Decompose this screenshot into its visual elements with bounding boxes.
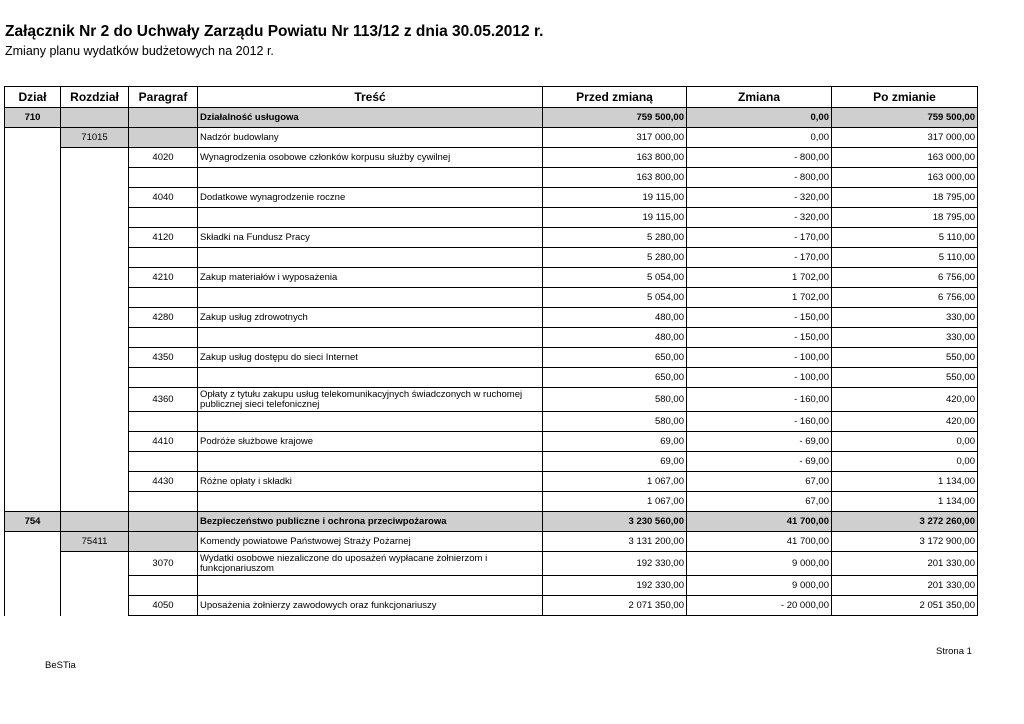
document-subtitle: Zmiany planu wydatków budżetowych na 2012 r. bbox=[5, 44, 274, 58]
cell-rozdzial bbox=[61, 368, 129, 388]
cell-dzial bbox=[5, 368, 61, 388]
cell-po-zmianie: 163 000,00 bbox=[832, 148, 978, 168]
cell-rozdzial: 75411 bbox=[61, 532, 129, 552]
cell-dzial bbox=[5, 552, 61, 576]
cell-rozdzial bbox=[61, 576, 129, 596]
cell-po-zmianie: 201 330,00 bbox=[832, 552, 978, 576]
cell-paragraf bbox=[129, 412, 198, 432]
cell-paragraf bbox=[129, 168, 198, 188]
cell-po-zmianie: 6 756,00 bbox=[832, 288, 978, 308]
cell-dzial bbox=[5, 128, 61, 148]
cell-tresc: Różne opłaty i składki bbox=[198, 472, 543, 492]
cell-dzial bbox=[5, 288, 61, 308]
cell-przed-zmiana: 5 280,00 bbox=[543, 228, 687, 248]
cell-dzial bbox=[5, 492, 61, 512]
cell-paragraf bbox=[129, 108, 198, 128]
cell-paragraf bbox=[129, 532, 198, 552]
cell-przed-zmiana: 580,00 bbox=[543, 412, 687, 432]
cell-przed-zmiana: 317 000,00 bbox=[543, 128, 687, 148]
cell-paragraf: 3070 bbox=[129, 552, 198, 576]
cell-tresc bbox=[198, 492, 543, 512]
cell-dzial bbox=[5, 472, 61, 492]
cell-przed-zmiana: 19 115,00 bbox=[543, 188, 687, 208]
cell-dzial bbox=[5, 452, 61, 472]
cell-tresc: Zakup usług zdrowotnych bbox=[198, 308, 543, 328]
cell-rozdzial bbox=[61, 388, 129, 412]
cell-dzial bbox=[5, 308, 61, 328]
cell-dzial bbox=[5, 148, 61, 168]
cell-paragraf bbox=[129, 512, 198, 532]
cell-paragraf bbox=[129, 288, 198, 308]
cell-rozdzial bbox=[61, 552, 129, 576]
cell-dzial bbox=[5, 168, 61, 188]
cell-dzial bbox=[5, 412, 61, 432]
cell-przed-zmiana: 650,00 bbox=[543, 368, 687, 388]
cell-paragraf: 4120 bbox=[129, 228, 198, 248]
cell-dzial bbox=[5, 208, 61, 228]
cell-tresc bbox=[198, 288, 543, 308]
cell-dzial bbox=[5, 532, 61, 552]
table-row bbox=[5, 208, 978, 228]
cell-zmiana: - 160,00 bbox=[687, 412, 832, 432]
cell-rozdzial bbox=[61, 188, 129, 208]
cell-tresc: Zakup materiałów i wyposażenia bbox=[198, 268, 543, 288]
cell-tresc: Dodatkowe wynagrodzenie roczne bbox=[198, 188, 543, 208]
cell-przed-zmiana: 480,00 bbox=[543, 328, 687, 348]
cell-po-zmianie: 330,00 bbox=[832, 308, 978, 328]
cell-paragraf bbox=[129, 576, 198, 596]
cell-tresc: Zakup usług dostępu do sieci Internet bbox=[198, 348, 543, 368]
cell-po-zmianie: 2 051 350,00 bbox=[832, 596, 978, 616]
cell-po-zmianie: 163 000,00 bbox=[832, 168, 978, 188]
cell-po-zmianie: 18 795,00 bbox=[832, 188, 978, 208]
cell-paragraf: 4360 bbox=[129, 388, 198, 412]
cell-po-zmianie: 550,00 bbox=[832, 368, 978, 388]
cell-po-zmianie: 3 272 260,00 bbox=[832, 512, 978, 532]
cell-zmiana: - 170,00 bbox=[687, 228, 832, 248]
table-row bbox=[5, 512, 978, 532]
cell-przed-zmiana: 580,00 bbox=[543, 388, 687, 412]
cell-zmiana: - 69,00 bbox=[687, 432, 832, 452]
table-row bbox=[5, 288, 978, 308]
cell-zmiana: - 160,00 bbox=[687, 388, 832, 412]
cell-rozdzial bbox=[61, 452, 129, 472]
cell-dzial bbox=[5, 432, 61, 452]
footer-page-number: Strona 1 bbox=[936, 646, 972, 657]
table-row bbox=[5, 108, 978, 128]
cell-po-zmianie: 550,00 bbox=[832, 348, 978, 368]
cell-po-zmianie: 5 110,00 bbox=[832, 228, 978, 248]
cell-zmiana: 9 000,00 bbox=[687, 552, 832, 576]
cell-zmiana: - 20 000,00 bbox=[687, 596, 832, 616]
cell-po-zmianie: 3 172 900,00 bbox=[832, 532, 978, 552]
cell-dzial bbox=[5, 348, 61, 368]
cell-paragraf: 4410 bbox=[129, 432, 198, 452]
cell-zmiana: 1 702,00 bbox=[687, 288, 832, 308]
cell-paragraf: 4040 bbox=[129, 188, 198, 208]
cell-rozdzial bbox=[61, 228, 129, 248]
cell-tresc bbox=[198, 452, 543, 472]
table-row bbox=[5, 432, 978, 452]
cell-dzial: 710 bbox=[5, 108, 61, 128]
cell-paragraf: 4280 bbox=[129, 308, 198, 328]
cell-zmiana: - 800,00 bbox=[687, 148, 832, 168]
cell-po-zmianie: 201 330,00 bbox=[832, 576, 978, 596]
cell-po-zmianie: 759 500,00 bbox=[832, 108, 978, 128]
cell-po-zmianie: 0,00 bbox=[832, 432, 978, 452]
cell-zmiana: 41 700,00 bbox=[687, 532, 832, 552]
cell-dzial bbox=[5, 268, 61, 288]
cell-przed-zmiana: 759 500,00 bbox=[543, 108, 687, 128]
cell-paragraf: 4050 bbox=[129, 596, 198, 616]
cell-tresc: Bezpieczeństwo publiczne i ochrona przeciwpożarowa bbox=[198, 512, 543, 532]
table-row bbox=[5, 128, 978, 148]
col-header-tresc: Treść bbox=[198, 87, 543, 108]
cell-po-zmianie: 18 795,00 bbox=[832, 208, 978, 228]
cell-dzial bbox=[5, 248, 61, 268]
cell-po-zmianie: 330,00 bbox=[832, 328, 978, 348]
cell-tresc: Wydatki osobowe niezaliczone do uposażeń wypłacane żołnierzom i funkcjonariuszom bbox=[198, 552, 543, 576]
cell-przed-zmiana: 163 800,00 bbox=[543, 168, 687, 188]
cell-tresc bbox=[198, 208, 543, 228]
cell-dzial bbox=[5, 388, 61, 412]
table-row bbox=[5, 348, 978, 368]
cell-paragraf: 4350 bbox=[129, 348, 198, 368]
document-title: Załącznik Nr 2 do Uchwały Zarządu Powiatu Nr 113/12 z dnia 30.05.2012 r. bbox=[5, 23, 544, 40]
cell-paragraf bbox=[129, 208, 198, 228]
cell-tresc: Wynagrodzenia osobowe członków korpusu służby cywilnej bbox=[198, 148, 543, 168]
table-row bbox=[5, 596, 978, 616]
cell-przed-zmiana: 69,00 bbox=[543, 452, 687, 472]
table-row bbox=[5, 492, 978, 512]
cell-przed-zmiana: 5 280,00 bbox=[543, 248, 687, 268]
cell-rozdzial bbox=[61, 308, 129, 328]
table-row bbox=[5, 368, 978, 388]
table-row bbox=[5, 268, 978, 288]
cell-przed-zmiana: 69,00 bbox=[543, 432, 687, 452]
cell-przed-zmiana: 1 067,00 bbox=[543, 492, 687, 512]
cell-zmiana: - 170,00 bbox=[687, 248, 832, 268]
cell-po-zmianie: 5 110,00 bbox=[832, 248, 978, 268]
cell-tresc bbox=[198, 368, 543, 388]
table-row bbox=[5, 248, 978, 268]
cell-paragraf: 4430 bbox=[129, 472, 198, 492]
table-row bbox=[5, 168, 978, 188]
table-row bbox=[5, 552, 978, 576]
table-header-row bbox=[5, 87, 978, 108]
cell-tresc: Podróże służbowe krajowe bbox=[198, 432, 543, 452]
cell-tresc bbox=[198, 328, 543, 348]
cell-przed-zmiana: 3 131 200,00 bbox=[543, 532, 687, 552]
cell-paragraf bbox=[129, 452, 198, 472]
cell-zmiana: - 150,00 bbox=[687, 308, 832, 328]
cell-paragraf: 4020 bbox=[129, 148, 198, 168]
table-row bbox=[5, 388, 978, 412]
cell-zmiana: 41 700,00 bbox=[687, 512, 832, 532]
cell-dzial bbox=[5, 596, 61, 616]
cell-przed-zmiana: 5 054,00 bbox=[543, 268, 687, 288]
cell-zmiana: 0,00 bbox=[687, 108, 832, 128]
cell-paragraf bbox=[129, 248, 198, 268]
cell-tresc: Składki na Fundusz Pracy bbox=[198, 228, 543, 248]
footer-software: BeSTia bbox=[45, 660, 76, 671]
cell-dzial bbox=[5, 576, 61, 596]
cell-po-zmianie: 420,00 bbox=[832, 412, 978, 432]
cell-zmiana: 9 000,00 bbox=[687, 576, 832, 596]
table-row bbox=[5, 188, 978, 208]
cell-po-zmianie: 6 756,00 bbox=[832, 268, 978, 288]
table-row bbox=[5, 148, 978, 168]
cell-rozdzial bbox=[61, 208, 129, 228]
table-row bbox=[5, 328, 978, 348]
table-row bbox=[5, 452, 978, 472]
cell-przed-zmiana: 3 230 560,00 bbox=[543, 512, 687, 532]
cell-rozdzial bbox=[61, 288, 129, 308]
cell-rozdzial: 71015 bbox=[61, 128, 129, 148]
cell-paragraf: 4210 bbox=[129, 268, 198, 288]
col-header-przed: Przed zmianą bbox=[543, 87, 687, 108]
cell-paragraf bbox=[129, 368, 198, 388]
cell-po-zmianie: 1 134,00 bbox=[832, 492, 978, 512]
cell-tresc bbox=[198, 248, 543, 268]
cell-rozdzial bbox=[61, 472, 129, 492]
cell-przed-zmiana: 480,00 bbox=[543, 308, 687, 328]
cell-tresc bbox=[198, 168, 543, 188]
cell-dzial bbox=[5, 328, 61, 348]
cell-tresc: Uposażenia żołnierzy zawodowych oraz funkcjonariuszy bbox=[198, 596, 543, 616]
cell-po-zmianie: 0,00 bbox=[832, 452, 978, 472]
cell-rozdzial bbox=[61, 168, 129, 188]
cell-rozdzial bbox=[61, 108, 129, 128]
cell-paragraf bbox=[129, 128, 198, 148]
cell-rozdzial bbox=[61, 432, 129, 452]
cell-paragraf bbox=[129, 492, 198, 512]
cell-przed-zmiana: 5 054,00 bbox=[543, 288, 687, 308]
col-header-dzial: Dział bbox=[5, 87, 61, 108]
cell-rozdzial bbox=[61, 348, 129, 368]
cell-dzial bbox=[5, 228, 61, 248]
table-row bbox=[5, 472, 978, 492]
col-header-rozdzial: Rozdział bbox=[61, 87, 129, 108]
cell-rozdzial bbox=[61, 268, 129, 288]
table-row bbox=[5, 532, 978, 552]
col-header-zmiana: Zmiana bbox=[687, 87, 832, 108]
cell-przed-zmiana: 2 071 350,00 bbox=[543, 596, 687, 616]
cell-rozdzial bbox=[61, 596, 129, 616]
cell-przed-zmiana: 19 115,00 bbox=[543, 208, 687, 228]
cell-zmiana: - 69,00 bbox=[687, 452, 832, 472]
cell-przed-zmiana: 1 067,00 bbox=[543, 472, 687, 492]
cell-po-zmianie: 317 000,00 bbox=[832, 128, 978, 148]
cell-rozdzial bbox=[61, 248, 129, 268]
cell-zmiana: 67,00 bbox=[687, 492, 832, 512]
col-header-paragraf: Paragraf bbox=[129, 87, 198, 108]
budget-table bbox=[4, 86, 978, 616]
cell-tresc: Nadzór budowlany bbox=[198, 128, 543, 148]
cell-tresc: Opłaty z tytułu zakupu usług telekomunikacyjnych świadczonych w ruchomej publicznej sieci telefonicznej bbox=[198, 388, 543, 412]
cell-rozdzial bbox=[61, 412, 129, 432]
cell-zmiana: - 800,00 bbox=[687, 168, 832, 188]
cell-rozdzial bbox=[61, 328, 129, 348]
cell-zmiana: - 100,00 bbox=[687, 368, 832, 388]
cell-zmiana: - 320,00 bbox=[687, 188, 832, 208]
table-row bbox=[5, 228, 978, 248]
cell-tresc bbox=[198, 576, 543, 596]
cell-przed-zmiana: 650,00 bbox=[543, 348, 687, 368]
cell-rozdzial bbox=[61, 148, 129, 168]
cell-tresc: Komendy powiatowe Państwowej Straży Pożarnej bbox=[198, 532, 543, 552]
cell-zmiana: - 150,00 bbox=[687, 328, 832, 348]
cell-zmiana: - 320,00 bbox=[687, 208, 832, 228]
cell-rozdzial bbox=[61, 512, 129, 532]
cell-przed-zmiana: 192 330,00 bbox=[543, 576, 687, 596]
cell-paragraf bbox=[129, 328, 198, 348]
table-row bbox=[5, 412, 978, 432]
cell-dzial bbox=[5, 188, 61, 208]
cell-tresc bbox=[198, 412, 543, 432]
cell-zmiana: 1 702,00 bbox=[687, 268, 832, 288]
col-header-po: Po zmianie bbox=[832, 87, 978, 108]
cell-przed-zmiana: 163 800,00 bbox=[543, 148, 687, 168]
cell-dzial: 754 bbox=[5, 512, 61, 532]
cell-rozdzial bbox=[61, 492, 129, 512]
cell-zmiana: 0,00 bbox=[687, 128, 832, 148]
cell-przed-zmiana: 192 330,00 bbox=[543, 552, 687, 576]
cell-po-zmianie: 420,00 bbox=[832, 388, 978, 412]
table-row bbox=[5, 576, 978, 596]
cell-zmiana: 67,00 bbox=[687, 472, 832, 492]
cell-po-zmianie: 1 134,00 bbox=[832, 472, 978, 492]
cell-tresc: Działalność usługowa bbox=[198, 108, 543, 128]
cell-zmiana: - 100,00 bbox=[687, 348, 832, 368]
table-row bbox=[5, 308, 978, 328]
